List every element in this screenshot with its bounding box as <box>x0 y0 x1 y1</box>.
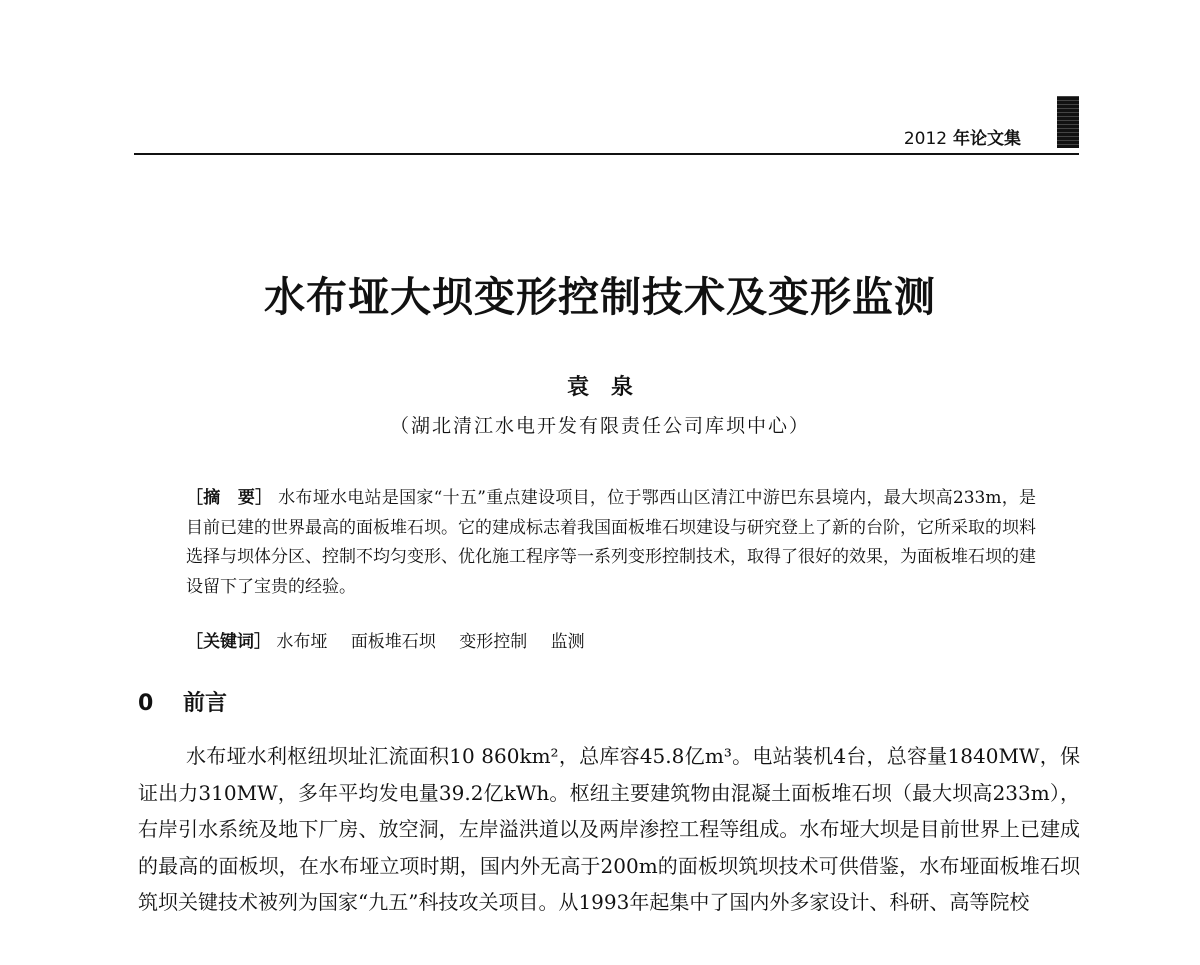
header-year: 2012 <box>903 129 948 149</box>
section-number: 0 <box>138 691 154 716</box>
keyword-item: 监测 <box>550 632 585 652</box>
header-mark-icon <box>1057 96 1079 148</box>
paper-author: 袁泉 <box>566 374 655 400</box>
body-paragraph: 水布垭水利枢纽坝址汇流面积10 860km²，总库容45.8亿m³。电站装机4台，总容量1840MW，保证出力310MW，多年平均发电量39.2亿kWh。枢纽主要建筑物由混凝土面板堆石坝（最大坝高233m），右岸引水系统及地下厂房、放空洞，左岸溢洪道以及两岸渗控工程等组成。水布垭大坝是目前世界上已建成的最高的面板坝，在水布垭立项时期，国内外无高于200m的面板坝筑坝技术可供借鉴，水布垭面板堆石坝筑坝关键技术被列为国家“九五”科技攻关项目。从1993年起集中了国内外多家设计、科研、高等院校 <box>138 744 1080 914</box>
running-header <box>134 96 1079 158</box>
header-collection: 年论文集 <box>953 129 1021 149</box>
abstract-text: 水布垭水电站是国家“十五”重点建设项目，位于鄂西山区清江中游巴东县境内，最大坝高233m，是目前已建的世界最高的面板堆石坝。它的建成标志着我国面板堆石坝建设与研究登上了新的台阶，它所采取的坝料选择与坝体分区、控制不均匀变形、优化施工程序等一系列变形控制技术，取得了很好的效果，为面板堆石坝的建设留下了宝贵的经验。 <box>186 488 1037 597</box>
paper-title: 水布垭大坝变形控制技术及变形监测 <box>264 273 936 321</box>
section-heading <box>138 686 227 717</box>
header-rule <box>134 153 1079 155</box>
section-title: 前言 <box>182 691 227 716</box>
paper-affiliation: （湖北清江水电开发有限责任公司库坝中心） <box>389 415 810 437</box>
keyword-item: 变形控制 <box>459 632 528 652</box>
keywords <box>186 628 1036 658</box>
header-text <box>904 124 1021 149</box>
keywords-label: ［关键词］ <box>186 632 271 652</box>
abstract <box>186 484 1036 602</box>
abstract-label: ［摘 要］ <box>186 488 273 508</box>
keyword-item: 水布垭 <box>276 632 328 652</box>
keyword-item: 面板堆石坝 <box>350 632 436 652</box>
